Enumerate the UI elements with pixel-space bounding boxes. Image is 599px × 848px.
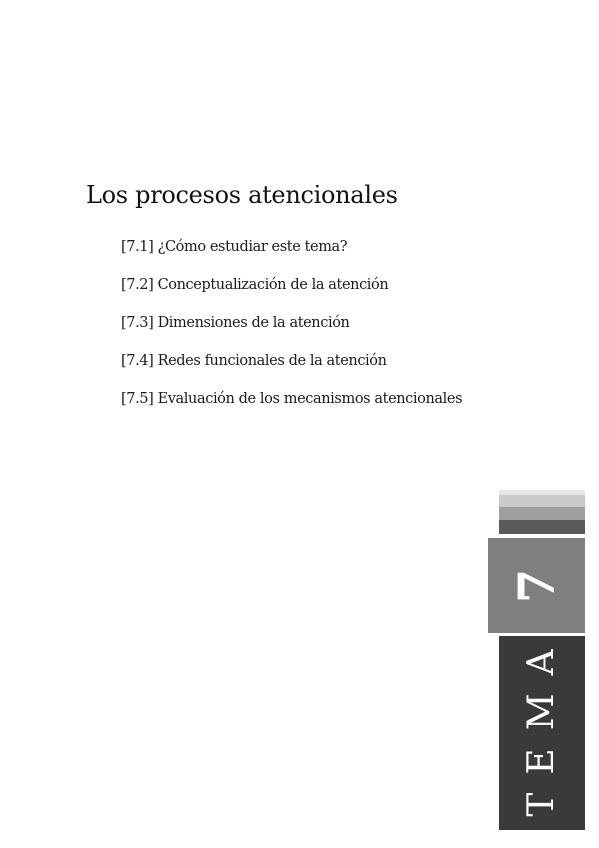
tab-stripe-mid-gray [499,507,585,520]
chapter-number: 7 [506,568,566,603]
chapter-title: Los procesos atencionales [86,181,398,209]
table-of-contents [121,237,462,427]
toc-item-7-4: [7.4] Redes funcionales de la atención [121,353,387,369]
toc-item-7-2: [7.2] Conceptualización de la atención [121,277,389,293]
toc-item-7-1: [7.1] ¿Cómo estudiar este tema? [121,239,348,255]
chapter-word-tab [499,631,585,830]
toc-item-7-5: [7.5] Evaluación de los mecanismos atencionales [121,391,463,407]
chapter-word: TEMA [521,631,562,817]
toc-item-7-3: [7.3] Dimensiones de la atención [121,315,350,331]
chapter-number-tab [488,538,587,633]
tab-stripe-light-gray [499,495,585,507]
tab-stripe-dark-gray [499,520,585,534]
